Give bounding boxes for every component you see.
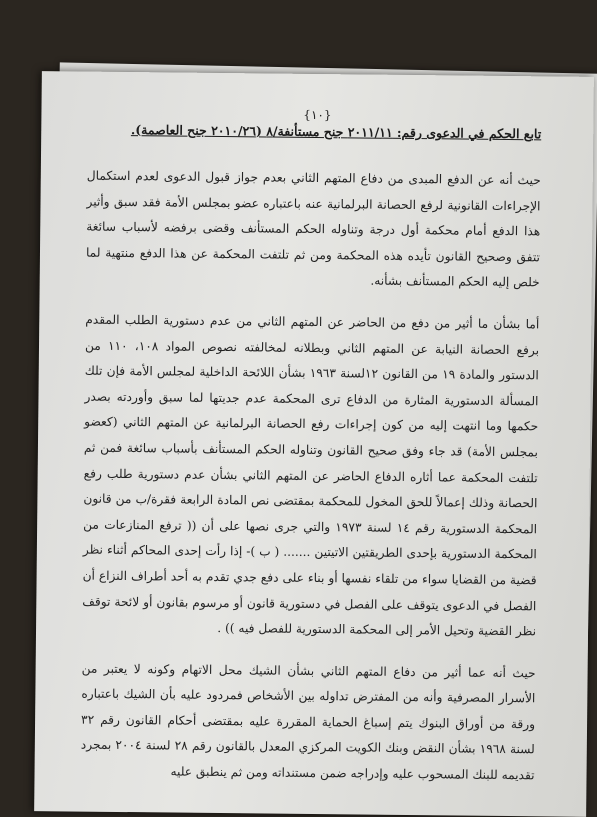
case-heading: تابع الحكم في الدعوى رقم: ٢٠١١/١١ جنح مستأنفة/٨ (٢٠١٠/٢٦ جنح العاصمة). <box>130 122 542 142</box>
document-page <box>34 71 594 817</box>
page-number: {١٠} <box>303 107 332 123</box>
paragraph-3: حيث أنه عما أثير من دفاع المتهم الثاني بشأن الشيك محل الاتهام وكونه لا يعتبر من الأسرار المصرفية وأنه من المفترض تداوله بين الأشخاص فمردود عليه بأن الشيك باعتباره ورقة من أوراق البنوك يتم إسباغ الحماية المقررة عليه بمقتضى أحكام القانون رقم ٣٢ لسنة ١٩٦٨ بشأن النقض وبنك الكويت المركزي المعدل بالقانون رقم ٢٨ لسنة ٢٠٠٤ بمجرد تقديمه للبنك المسحوب عليه وإدراجه ضمن مستنداته ومن ثم ينطبق عليه <box>80 661 536 783</box>
paragraph-2: أما بشأن ما أثير من دفع من الحاضر عن المتهم الثاني من عدم دستورية الطلب المقدم برفع الحصانة النيابة عن المتهم الثاني وبطلانه لمخالفته نصوص المواد ١٠٨، ١١٠ من الدستور والمادة ١٩ من القانون ١٢لسنة ١٩٦٣ بشأن اللائحة الداخلية لمجلس الأمة فإن تلك المسألة الدستورية المثارة من الدفاع ترى المحكمة عدم جديتها لما سبق وأوردته بصدر حكمها وما انتهت إليه من كون إجراءات رفع الحصانة البرلمانية عن المتهم الثاني (كعضو بمجلس الأمة) قد جاء وفق صحيح القانون وتناوله الحكم المستأنف بأسباب سائغة فمن ثم تلتفت المحكمة عما أثاره الدفاع الحاضر عن المتهم الثاني بشأن عدم دستورية طلب رفع الحصانة وذلك إعمالاً للحق المخول للمحكمة بمقتضى نص المادة الرابعة فقرة/ب من قانون المحكمة الدستورية رقم ١٤ لسنة ١٩٧٣ والتي جرى نصها على أن (( ترفع المنازعات من المحكمة الدستورية بإحدى الطريقتين الاتيتين ....... ( ب )- إذا رأت إحدى المحاكم أثناء نظر قضية من القضايا سواء من تلقاء نفسها أو بناء على دفع جدي تقدم به أحد أطراف النزاع أن الفصل في الدعوى يتوقف على الفصل في دستورية قانون أو مرسوم بقانون أو لائحة توقف نظر القضية وتحيل الأمر إلى المحكمة الدستورية للفصل فيه )) . <box>82 312 540 639</box>
document-body <box>80 164 540 789</box>
paragraph-1: حيث أنه عن الدفع المبدى من دفاع المتهم الثاني بعدم جواز قبول الدعوى لعدم استكمال الإجراءات القانونية لرفع الحصانة البرلمانية عنه باعتباره عضو بمجلس الأمة فقد سبق وأثير هذا الدفع أمام محكمة أول درجة وتناوله الحكم المستأنف وقضى برفضه لأسباب سائغة تتفق وصحيح القانون تأيده هذه المحكمة ومن ثم تلتفت المحكمة عن هذا الدفع منتهية لما خلص إليه الحكم المستأنف بشأنه. <box>85 168 541 290</box>
